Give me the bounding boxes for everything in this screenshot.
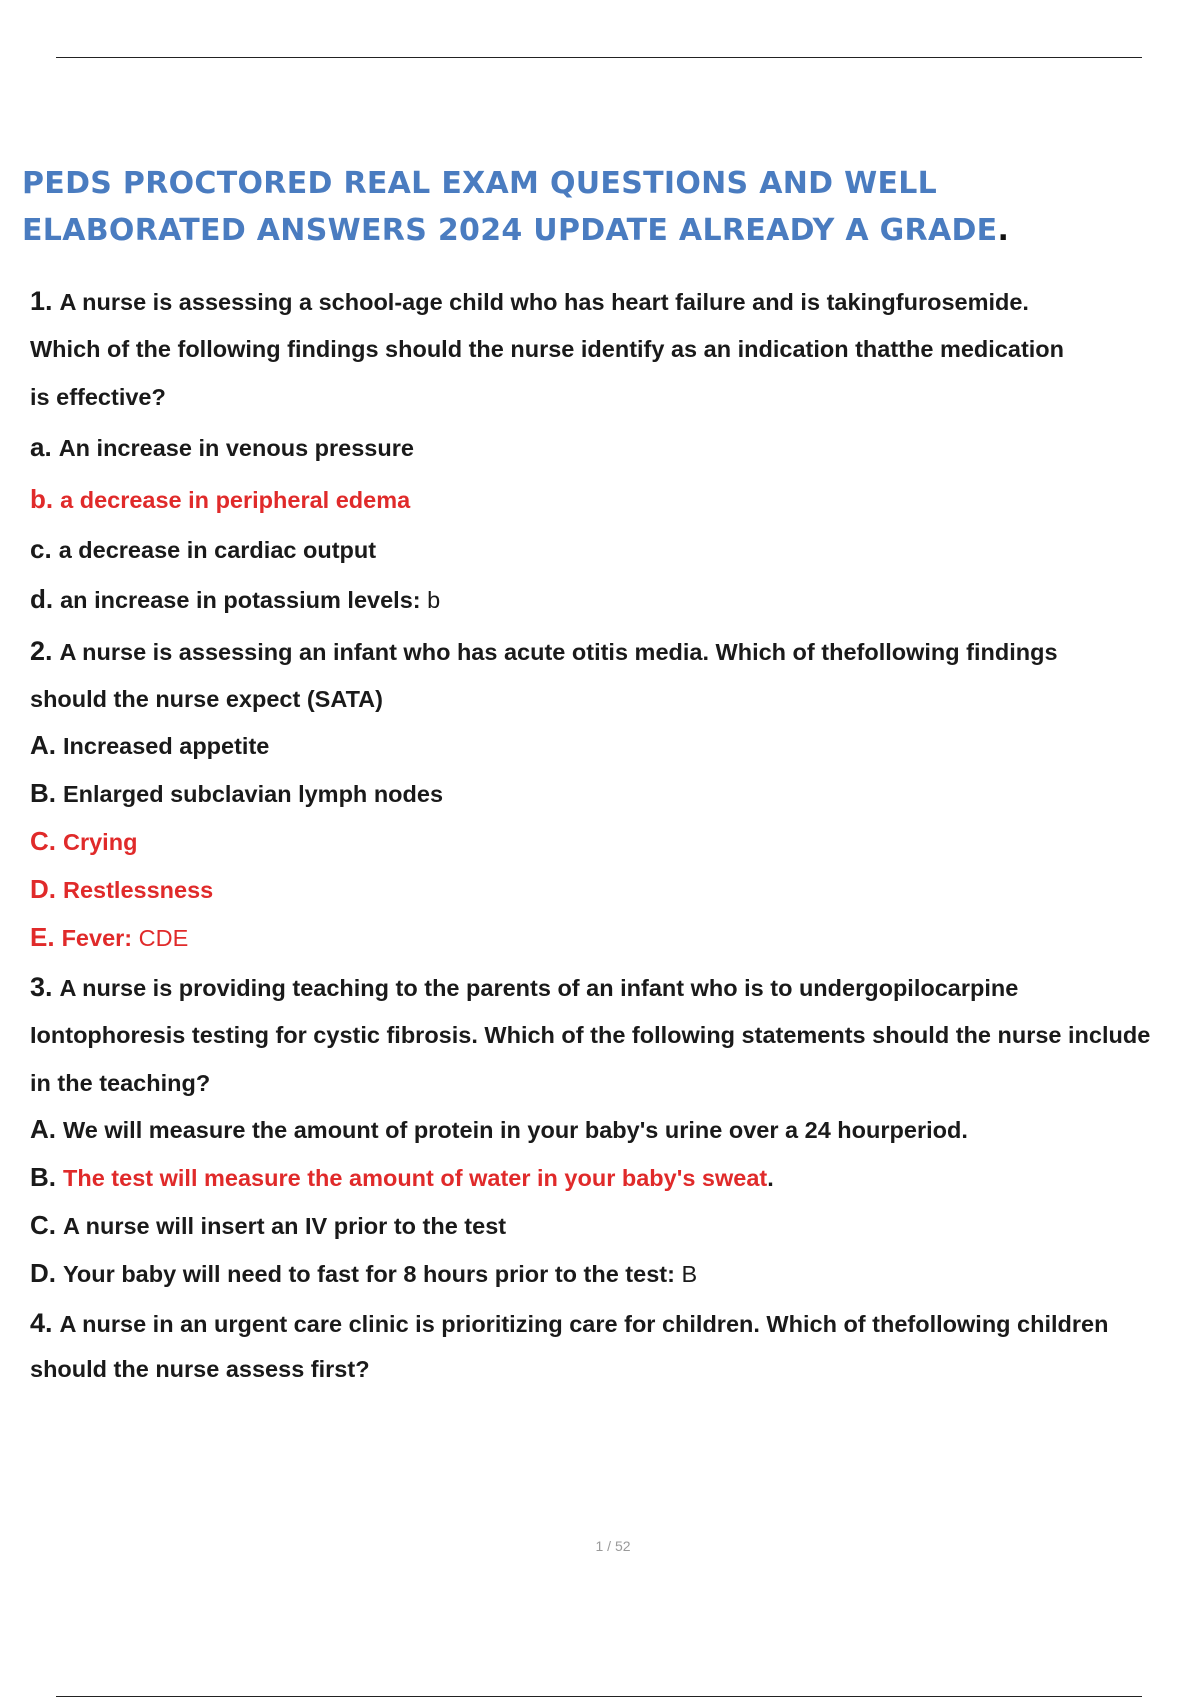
document-title bbox=[22, 160, 1172, 254]
q2-option-c: C. Crying bbox=[30, 826, 138, 856]
q3-line-1: 3. A nurse is providing teaching to the parents of an infant who is to undergopilocarpine bbox=[30, 972, 1019, 1002]
q2-option-d: D. Restlessness bbox=[30, 874, 214, 904]
q1-option-d: d. an increase in potassium levels: b bbox=[30, 584, 441, 614]
page-number: 1 / 52 bbox=[595, 1538, 631, 1554]
q2-option-b: B. Enlarged subclavian lymph nodes bbox=[30, 778, 444, 808]
q2-line-1: 2. A nurse is assessing an infant who has acute otitis media. Which of thefollowing findings bbox=[30, 636, 1058, 666]
q2-option-e: E. Fever: CDE bbox=[30, 922, 189, 952]
title-line-2: ELABORATED ANSWERS 2024 UPDATE ALREADY A GRADE. bbox=[22, 213, 1010, 248]
q1-option-a: a. An increase in venous pressure bbox=[30, 432, 414, 462]
bottom-rule bbox=[56, 1696, 1142, 1697]
q1-line-3: is effective? bbox=[30, 384, 166, 410]
q3-option-a: A. We will measure the amount of protein in your baby's urine over a 24 hourperiod. bbox=[30, 1114, 968, 1144]
q2-line-2: should the nurse expect (SATA) bbox=[30, 686, 383, 712]
q3-option-c: C. A nurse will insert an IV prior to the test bbox=[30, 1210, 507, 1240]
q1-line-2: Which of the following findings should the nurse identify as an indication thatthe medication bbox=[30, 336, 1065, 362]
q1-line-1: 1. A nurse is assessing a school-age child who has heart failure and is takingfurosemide. bbox=[30, 286, 1029, 316]
q3-line-2: Iontophoresis testing for cystic fibrosis. Which of the following statements should the nurse include bbox=[30, 1022, 1151, 1048]
q3-line-3: in the teaching? bbox=[30, 1070, 211, 1096]
title-line-1: PEDS PROCTORED REAL EXAM QUESTIONS AND WELL bbox=[22, 166, 938, 201]
q2-option-a: A. Increased appetite bbox=[30, 730, 270, 760]
q1-option-b: b. a decrease in peripheral edema bbox=[30, 484, 411, 514]
q4-line-2: should the nurse assess first? bbox=[30, 1356, 370, 1382]
q3-option-b: B. The test will measure the amount of water in your baby's sweat. bbox=[30, 1162, 774, 1192]
q1-option-c: c. a decrease in cardiac output bbox=[30, 534, 377, 564]
q4-line-1: 4. A nurse in an urgent care clinic is prioritizing care for children. Which of thefollowing children bbox=[30, 1308, 1109, 1338]
q3-option-d: D. Your baby will need to fast for 8 hours prior to the test: B bbox=[30, 1258, 698, 1288]
top-rule bbox=[56, 57, 1142, 58]
